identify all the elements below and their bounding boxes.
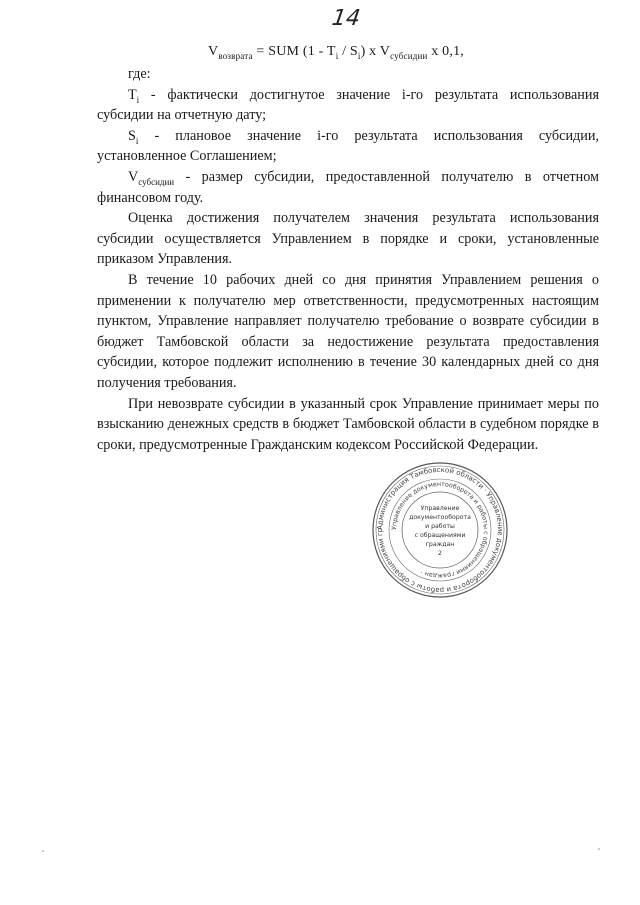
formula-times: ) x V [360,44,391,59]
formula-tail: x 0,1, [427,44,464,59]
def-s-symbol: S [128,127,136,144]
seal-center-line: 2 [438,550,442,557]
scan-speck [598,848,600,850]
def-v-text: - размер субсидии, предоставленной получателю в отчетном финансовом году. [97,168,599,206]
def-v-sub: субсидии [138,176,175,187]
seal-center-line: с обращениями [414,532,466,539]
def-s-text: - плановое значение i-го результата использования субсидии, установленное Соглашением; [97,127,599,165]
definition-v [97,167,599,208]
seal-center-line: и работы [425,523,455,530]
paragraph-deadline: В течение 10 рабочих дней со дня принятия Управлением решения о применении к получателю мер ответственности, предусмотренных настоящим пунктом, Управление направляет получателю требование о возврате субсидии в бюджет Тамбовской области за недостижение результата предоставления субсидии, которое подлежит исполнению в течение 30 календарных дней со дня получения требования. [97,271,599,391]
formula-v-sub: субсидии [390,50,428,61]
seal-center-line: Управление [420,505,460,512]
def-t-symbol: T [128,86,137,103]
formula-mid: / S [338,44,358,59]
formula-v-left-sub: возврата [218,50,253,61]
official-seal [370,460,510,600]
def-t-sub: i [136,94,140,105]
document-body [97,64,599,455]
seal-outer-text: Администрация Тамбовской области · Управление документооборота и работы с обращениями гр [375,465,505,595]
seal-center-line: граждан [425,541,455,548]
def-s-sub: i [135,135,139,146]
definition-s [97,126,599,167]
seal-inner-text: Управление документооборота и работы с обращениями граждан · [390,480,490,580]
refund-formula [208,44,464,61]
page-number: 14 [330,6,362,31]
seal-center-line: документооборота [409,514,471,521]
def-v-symbol: V [128,168,139,185]
seal-graphic [370,460,510,600]
paragraph-assessment: Оценка достижения получателем значения результата использования субсидии осуществляется Управлением в порядке и сроки, установленные приказом Управления. [97,210,599,268]
formula-v-left: V [208,44,219,59]
where-label: где: [128,66,151,82]
formula-i2: i [357,50,361,61]
formula-i1: i [335,50,339,61]
formula-body: = SUM (1 - T [252,44,336,59]
definition-t [97,85,599,126]
scan-speck [42,850,44,852]
def-t-text: - фактически достигнутое значение i-го результата использования субсидии на отчетную дату; [97,86,599,124]
paragraph-recovery: При невозврате субсидии в указанный срок Управление принимает меры по взысканию денежных средств в бюджет Тамбовской области в судебном порядке в сроки, предусмотренные Гражданским кодексом Российской Федерации. [97,395,599,453]
